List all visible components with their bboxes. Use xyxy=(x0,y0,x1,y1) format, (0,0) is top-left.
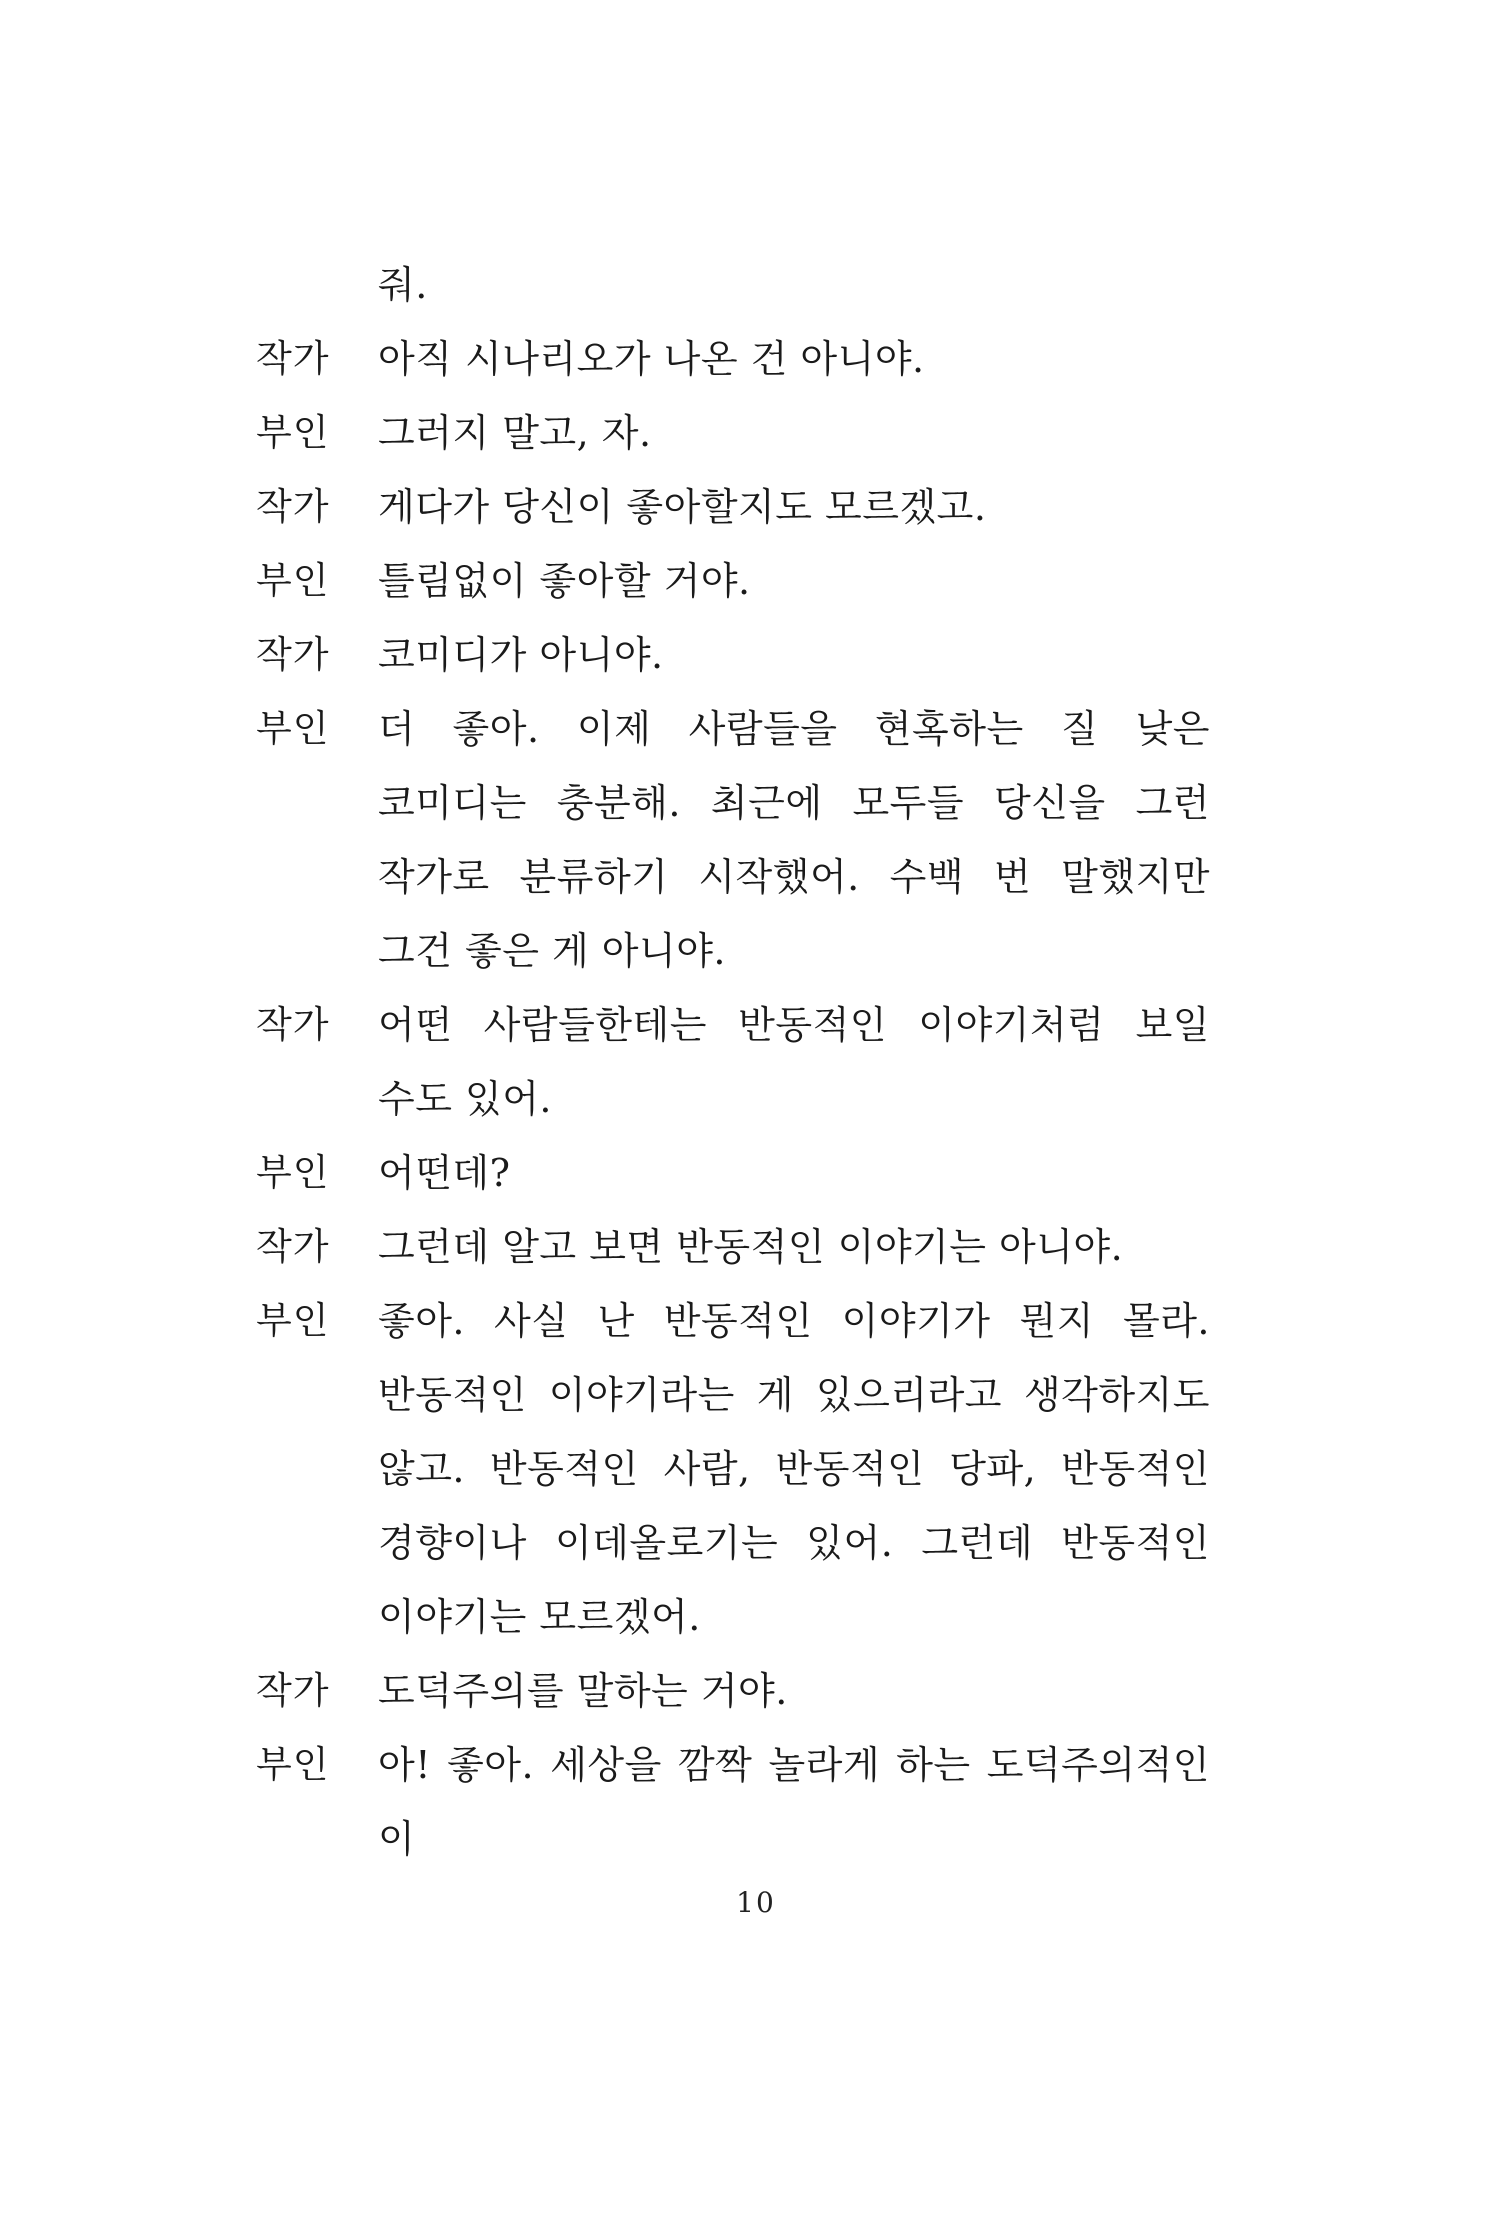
dialogue-text: 아직 시나리오가 나온 건 아니야. xyxy=(378,337,925,381)
speaker-name: 작가 xyxy=(256,485,330,528)
dialogue-text: 어떤 사람들한테는 반동적인 이야기처럼 보일 수도 있어. xyxy=(378,1003,1210,1121)
dialogue-line xyxy=(256,1284,1256,1654)
dialogue-text: 어떤데? xyxy=(378,1151,511,1195)
speaker-name: 작가 xyxy=(256,1225,330,1268)
dialogue-line xyxy=(256,1136,1256,1210)
dialogue-text: 줘. xyxy=(378,263,428,307)
speaker-name: 부인 xyxy=(256,1151,330,1194)
dialogue-line xyxy=(256,248,1256,322)
dialogue-text: 그러지 말고, 자. xyxy=(378,411,652,455)
dialogue-line xyxy=(256,1654,1256,1728)
dialogue-line xyxy=(256,396,1256,470)
dialogue-text: 도덕주의를 말하는 거야. xyxy=(378,1669,788,1713)
dialogue-line xyxy=(256,544,1256,618)
dialogue-text: 틀림없이 좋아할 거야. xyxy=(378,559,751,603)
speaker-name: 부인 xyxy=(256,1743,330,1786)
dialogue-line xyxy=(256,618,1256,692)
dialogue-text: 게다가 당신이 좋아할지도 모르겠고. xyxy=(378,485,987,529)
speaker-name: 작가 xyxy=(256,337,330,380)
dialogue-line xyxy=(256,1210,1256,1284)
dialogue-text: 그런데 알고 보면 반동적인 이야기는 아니야. xyxy=(378,1225,1124,1269)
speaker-name: 부인 xyxy=(256,707,330,750)
speaker-name: 작가 xyxy=(256,1003,330,1046)
dialogue-text: 좋아. 사실 난 반동적인 이야기가 뭔지 몰라. 반동적인 이야기라는 게 있으리라고 생각하지도 않고. 반동적인 사람, 반동적인 당파, 반동적인 경향이나 이데올로기는 있어. 그런데 반동적인 이야기는 모르겠어. xyxy=(378,1299,1210,1639)
speaker-name: 작가 xyxy=(256,1669,330,1712)
dialogue-text: 코미디가 아니야. xyxy=(378,633,664,677)
speaker-name: 작가 xyxy=(256,633,330,676)
script-body xyxy=(256,248,1256,1876)
speaker-name: 부인 xyxy=(256,1299,330,1342)
dialogue-text: 아! 좋아. 세상을 깜짝 놀라게 하는 도덕주의적인 이 xyxy=(378,1743,1210,1861)
dialogue-line xyxy=(256,322,1256,396)
speaker-name: 부인 xyxy=(256,559,330,602)
speaker-name: 부인 xyxy=(256,411,330,454)
page-number: 10 xyxy=(736,1886,776,1919)
dialogue-line xyxy=(256,1728,1256,1876)
dialogue-line xyxy=(256,988,1256,1136)
dialogue-text: 더 좋아. 이제 사람들을 현혹하는 질 낮은 코미디는 충분해. 최근에 모두들 당신을 그런 작가로 분류하기 시작했어. 수백 번 말했지만 그건 좋은 게 아니야. xyxy=(378,707,1210,973)
dialogue-line xyxy=(256,692,1256,988)
dialogue-line xyxy=(256,470,1256,544)
